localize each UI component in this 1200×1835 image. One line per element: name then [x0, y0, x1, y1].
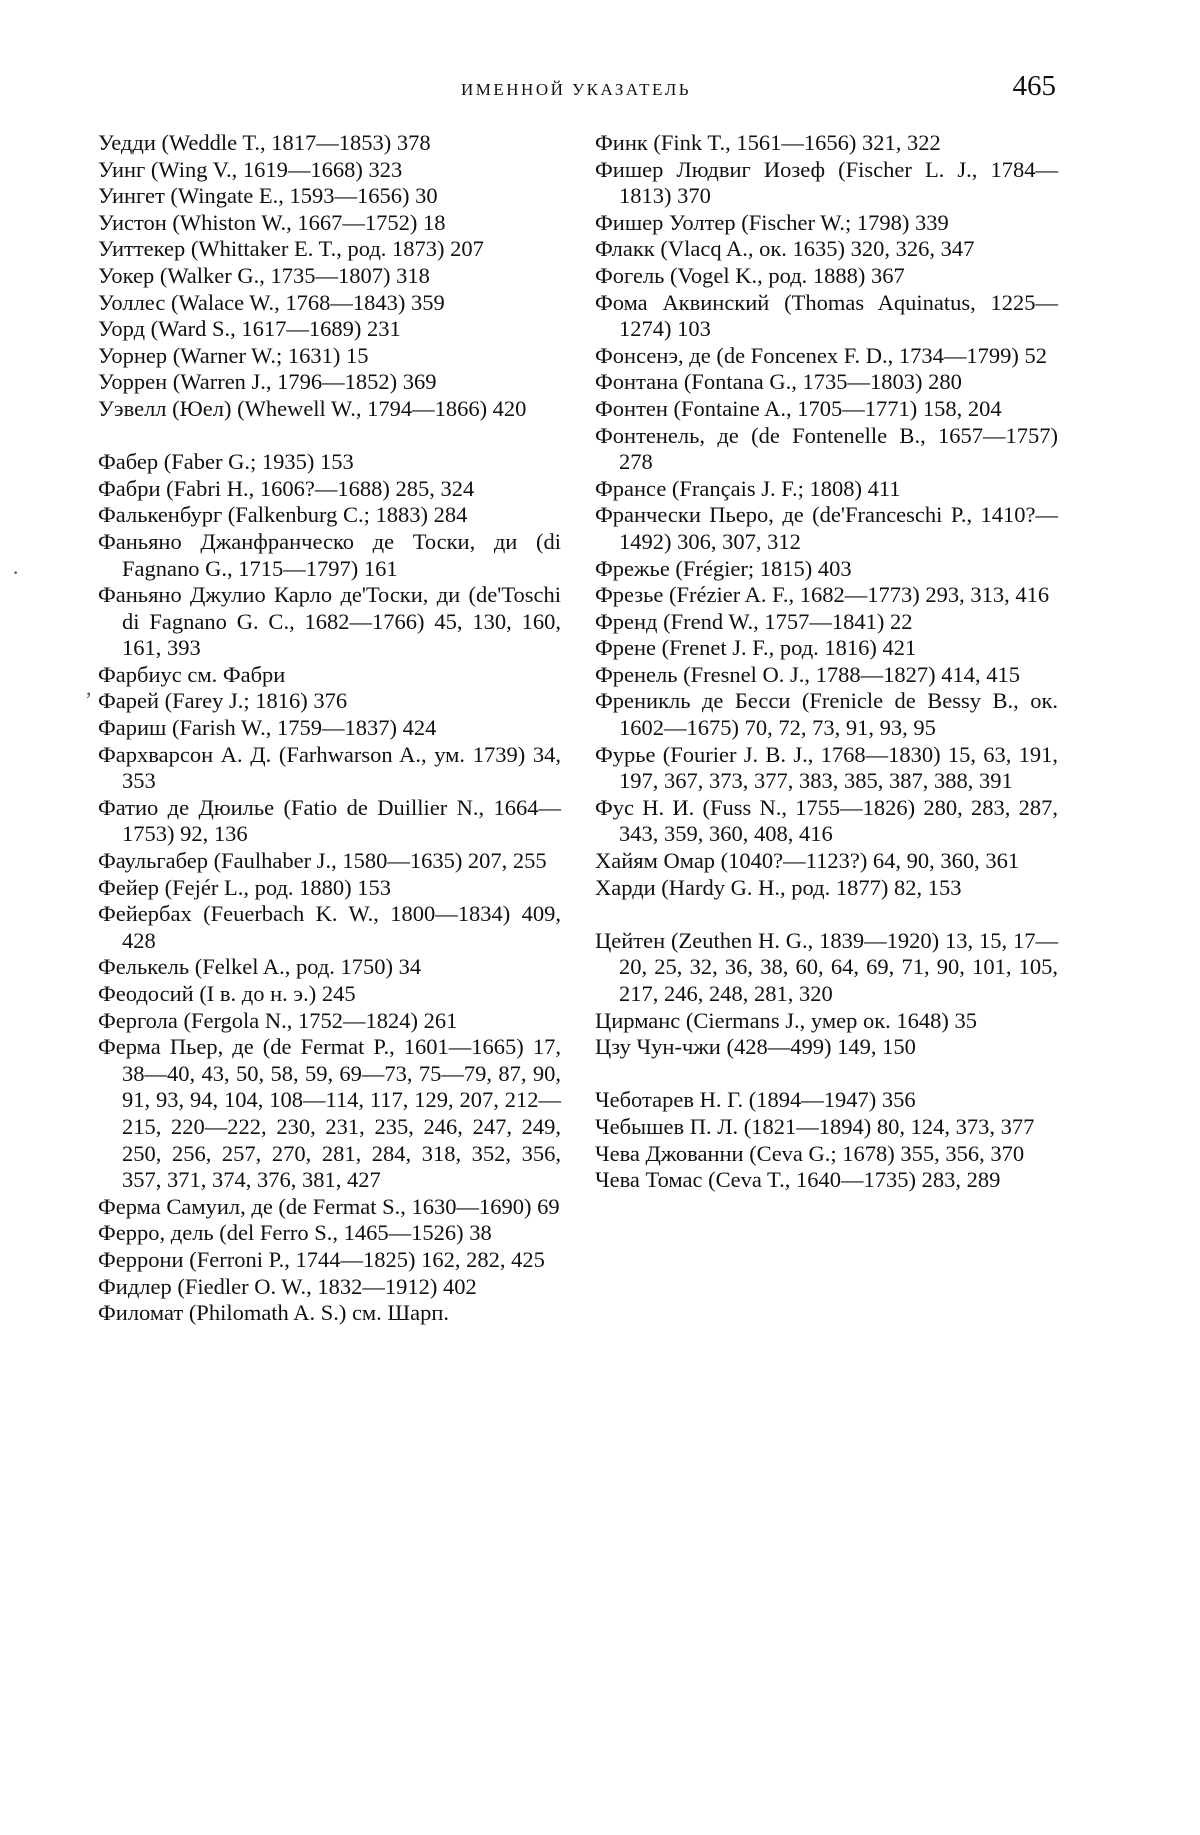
index-entry: Френе (Frenet J. F., род. 1816) 421	[595, 635, 917, 661]
running-title: ИМЕННОЙ УКАЗАТЕЛЬ	[461, 80, 691, 99]
index-entry: Ферма Пьер, де (de Fermat P., 1601—1665) 17, 38—40, 43, 50, 58, 59, 69—73, 75—79, 87, 90, 91, 93, 94, 104, 108—114, 117, 129, 207, 212—215, 220—222, 230, 231, 235, 246, 247, 249, 250, 256, 257, 270, 281, 284, 318, 352, 356, 357, 371, 374, 376, 381, 427	[98, 1034, 561, 1193]
running-head	[96, 70, 1056, 110]
index-entry: Фелькель (Felkel A., род. 1750) 34	[98, 954, 422, 980]
index-entry: Фонтенель, де (de Fontenelle B., 1657—1757) 278	[595, 422, 1058, 475]
index-entry: Фабри (Fabri H., 1606?—1688) 285, 324	[98, 475, 475, 501]
index-entry: Уорд (Ward S., 1617—1689) 231	[98, 316, 401, 342]
index-entry: Фарей (Farey J.; 1816) 376	[98, 688, 348, 714]
index-entry: Феррони (Ferroni P., 1744—1825) 162, 282, 425	[98, 1246, 545, 1272]
index-entry: Фатио де Дюилье (Fatio de Duillier N., 1664—1753) 92, 136	[98, 794, 561, 847]
index-entry: Чева Томас (Ceva T., 1640—1735) 283, 289	[595, 1167, 1001, 1193]
index-entry: Хайям Омар (1040?—1123?) 64, 90, 360, 361	[595, 848, 1020, 874]
index-entry: Фаульгабер (Faulhaber J., 1580—1635) 207, 255	[98, 848, 547, 874]
index-entry: Уоррен (Warren J., 1796—1852) 369	[98, 369, 437, 395]
index-entry: Фейер (Fejér L., род. 1880) 153	[98, 874, 392, 900]
index-entry: Уедди (Weddle T., 1817—1853) 378	[98, 130, 431, 155]
page-number: 465	[1012, 70, 1056, 102]
index-entry: Уингет (Wingate E., 1593—1656) 30	[98, 183, 438, 209]
index-entry: Френикль де Бесси (Frenicle de Bessy B., ок. 1602—1675) 70, 72, 73, 91, 93, 95	[595, 688, 1058, 741]
section-gap	[595, 901, 1058, 928]
index-entry: Фалькенбург (Falkenburg C.; 1883) 284	[98, 502, 468, 528]
index-entry: Фишер Уолтер (Fischer W.; 1798) 339	[595, 209, 949, 235]
index-entry: Френель (Fresnel O. J., 1788—1827) 414, 415	[595, 661, 1021, 687]
index-entry: Франчески Пьеро, де (de'Franceschi P., 1410?—1492) 306, 307, 312	[595, 502, 1058, 554]
index-entry: Флакк (Vlacq A., ок. 1635) 320, 326, 347	[595, 236, 975, 262]
index-entry: Ферро, дель (del Ferro S., 1465—1526) 38	[98, 1220, 492, 1246]
index-entry: Френд (Frend W., 1757—1841) 22	[595, 608, 913, 634]
index-entry: Фейербах (Feuerbach K. W., 1800—1834) 409, 428	[98, 901, 561, 953]
index-column-left	[98, 130, 561, 1327]
index-entry: Чева Джованни (Ceva G.; 1678) 355, 356, 370	[595, 1140, 1025, 1166]
index-entry: Уокер (Walker G., 1735—1807) 318	[98, 262, 430, 288]
index-entry: Фаньяно Джанфранческо де Тоски, ди (di Fagnano G., 1715—1797) 161	[98, 528, 561, 581]
section-gap	[98, 423, 561, 450]
index-entry: Уэвелл (Юел) (Whewell W., 1794—1866) 420	[98, 395, 527, 421]
index-entry: Фрежье (Frégier; 1815) 403	[595, 555, 852, 581]
index-entry: Фонтана (Fontana G., 1735—1803) 280	[595, 369, 962, 395]
index-entry: Цзу Чун-чжи (428—499) 149, 150	[595, 1034, 916, 1060]
index-entry: Феодосий (I в. до н. э.) 245	[98, 981, 356, 1006]
index-entry: Фонсенэ, де (de Foncenex F. D., 1734—1799) 52	[595, 342, 1047, 368]
index-entry: Уиттекер (Whittaker E. T., род. 1873) 207	[98, 236, 484, 262]
index-entry: Чебышев П. Л. (1821—1894) 80, 124, 373, 377	[595, 1113, 1035, 1139]
index-entry: Фрезье (Frézier A. F., 1682—1773) 293, 313, 416	[595, 582, 1050, 608]
index-entry: Фонтен (Fontaine A., 1705—1771) 158, 204	[595, 395, 1002, 421]
section-gap	[595, 1061, 1058, 1088]
index-entry: Фаньяно Джулио Карло де'Тоски, ди (de'Toschi di Fagnano G. C., 1682—1766) 45, 130, 160, 161, 393	[98, 582, 561, 661]
margin-speck: ,	[86, 675, 92, 700]
index-entry: Фариш (Farish W., 1759—1837) 424	[98, 715, 437, 741]
index-entry: Финк (Fink T., 1561—1656) 321, 322	[595, 130, 941, 155]
index-entry: Фурье (Fourier J. B. J., 1768—1830) 15, 63, 191, 197, 367, 373, 377, 383, 385, 387, 388, 391	[595, 741, 1058, 794]
index-entry: Уорнер (Warner W.; 1631) 15	[98, 342, 369, 368]
index-entry: Фабер (Faber G.; 1935) 153	[98, 449, 354, 475]
index-entry: Чеботарев Н. Г. (1894—1947) 356	[595, 1087, 916, 1113]
index-entry: Харди (Hardy G. H., род. 1877) 82, 153	[595, 874, 962, 900]
index-entry: Цейтен (Zeuthen H. G., 1839—1920) 13, 15, 17—20, 25, 32, 36, 38, 60, 64, 69, 71, 90, 101, 105, 217, 246, 248, 281, 320	[595, 927, 1058, 1006]
margin-speck: ·	[12, 560, 20, 585]
index-entry: Цирманс (Ciermans J., умер ок. 1648) 35	[595, 1007, 978, 1033]
index-column-right	[595, 130, 1058, 1194]
index-entry: Фус Н. И. (Fuss N., 1755—1826) 280, 283, 287, 343, 359, 360, 408, 416	[595, 794, 1058, 847]
index-entry: Фогель (Vogel K., род. 1888) 367	[595, 262, 905, 288]
index-entry: Фарбиус см. Фабри	[98, 661, 286, 687]
index-entry: Фома Аквинский (Thomas Aquinatus, 1225—1274) 103	[595, 289, 1058, 342]
index-entry: Фергола (Fergola N., 1752—1824) 261	[98, 1007, 458, 1033]
index-entry: Франсе (Français J. F.; 1808) 411	[595, 475, 901, 501]
index-entry: Филомат (Philomath A. S.) см. Шарп.	[98, 1300, 450, 1326]
index-entry: Ферма Самуил, де (de Fermat S., 1630—1690) 69	[98, 1193, 560, 1219]
index-entry: Фархварсон А. Д. (Farhwarson A., ум. 1739) 34, 353	[98, 741, 561, 794]
index-entry: Фишер Людвиг Иозеф (Fischer L. J., 1784—1813) 370	[595, 156, 1058, 209]
index-entry: Уинг (Wing V., 1619—1668) 323	[98, 156, 403, 182]
index-entry: Фидлер (Fiedler O. W., 1832—1912) 402	[98, 1273, 477, 1299]
index-entry: Уоллес (Walace W., 1768—1843) 359	[98, 289, 445, 315]
index-entry: Уистон (Whiston W., 1667—1752) 18	[98, 209, 446, 235]
